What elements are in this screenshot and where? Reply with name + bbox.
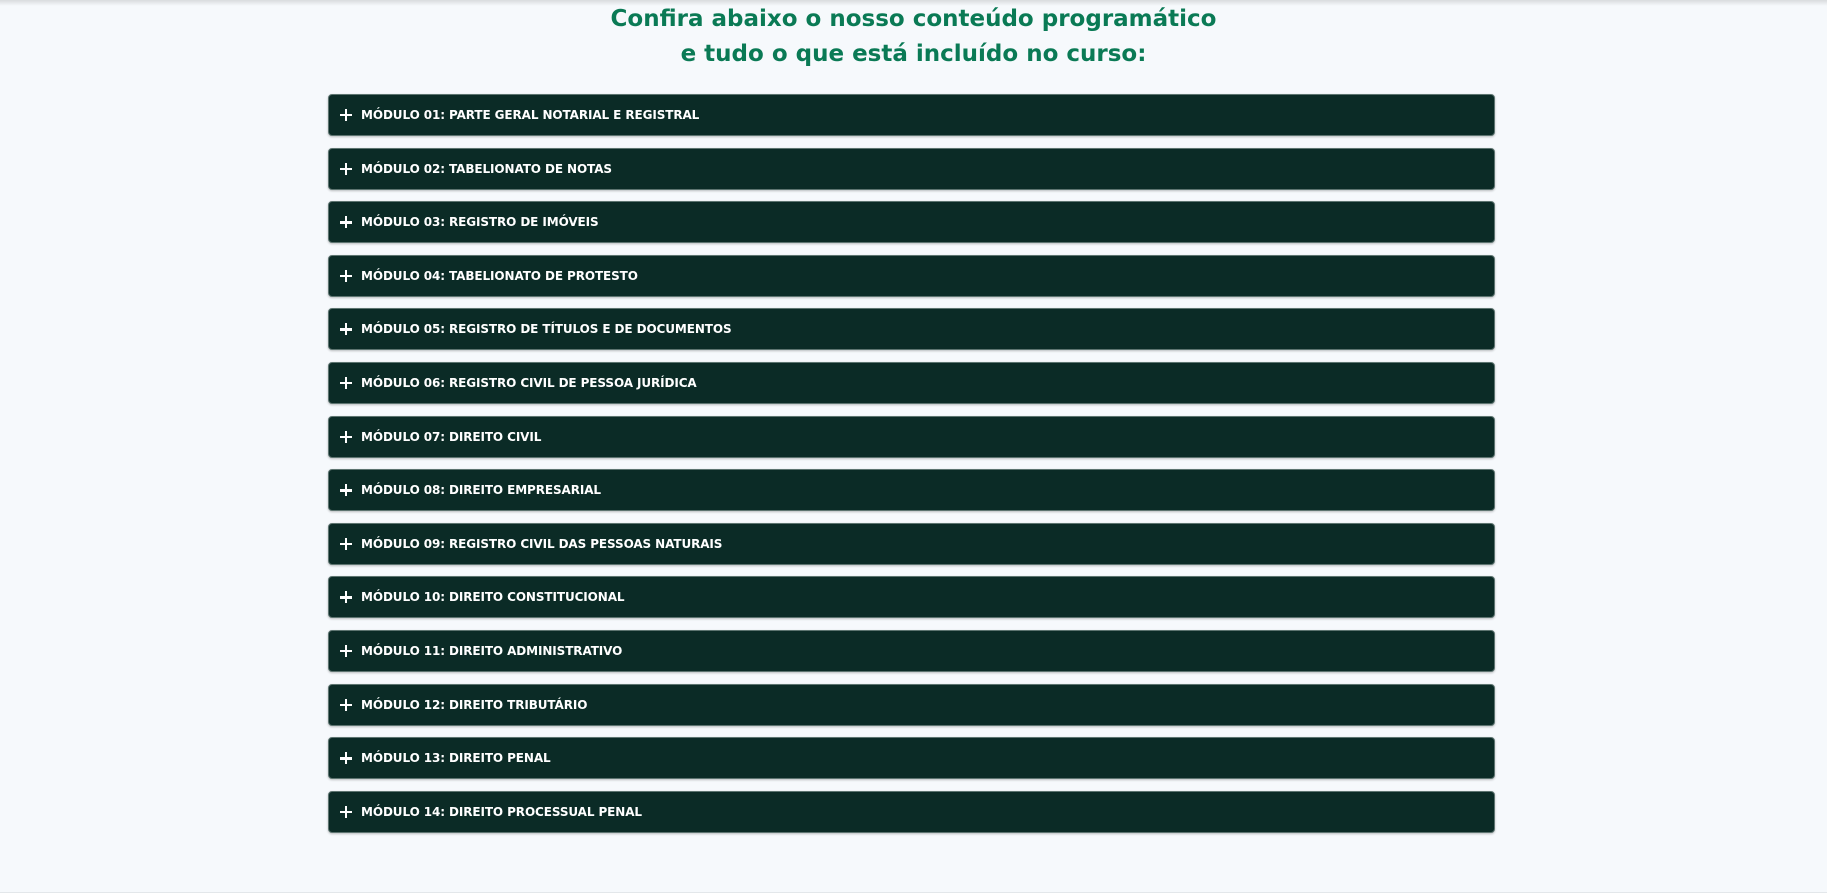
accordion-item-modulo-06[interactable] (328, 362, 1495, 404)
modules-accordion (328, 94, 1495, 833)
accordion-item-modulo-13[interactable] (328, 737, 1495, 779)
accordion-item-modulo-07[interactable] (328, 416, 1495, 458)
accordion-item-modulo-01[interactable] (328, 94, 1495, 136)
accordion-item-modulo-08[interactable] (328, 469, 1495, 511)
accordion-item-modulo-12[interactable] (328, 684, 1495, 726)
accordion-item-label: MÓDULO 12: DIREITO TRIBUTÁRIO (361, 697, 588, 712)
plus-icon (340, 216, 352, 228)
accordion-item-modulo-03[interactable] (328, 201, 1495, 243)
heading-line-2: e tudo o que está incluído no curso: (680, 41, 1147, 67)
plus-icon (340, 109, 352, 121)
accordion-item-modulo-14[interactable] (328, 791, 1495, 833)
accordion-item-label: MÓDULO 10: DIREITO CONSTITUCIONAL (361, 590, 625, 605)
accordion-item-modulo-04[interactable] (328, 255, 1495, 297)
accordion-item-modulo-02[interactable] (328, 148, 1495, 190)
accordion-item-modulo-11[interactable] (328, 630, 1495, 672)
accordion-item-label: MÓDULO 11: DIREITO ADMINISTRATIVO (361, 643, 623, 658)
plus-icon (340, 431, 352, 443)
accordion-item-label: MÓDULO 13: DIREITO PENAL (361, 751, 551, 766)
accordion-item-label: MÓDULO 05: REGISTRO DE TÍTULOS E DE DOCUMENTOS (361, 322, 732, 337)
plus-icon (340, 699, 352, 711)
plus-icon (340, 752, 352, 764)
accordion-item-label: MÓDULO 14: DIREITO PROCESSUAL PENAL (361, 804, 642, 819)
accordion-item-label: MÓDULO 04: TABELIONATO DE PROTESTO (361, 268, 638, 283)
accordion-item-modulo-10[interactable] (328, 576, 1495, 618)
accordion-item-label: MÓDULO 09: REGISTRO CIVIL DAS PESSOAS NATURAIS (361, 536, 723, 551)
accordion-item-label: MÓDULO 03: REGISTRO DE IMÓVEIS (361, 215, 599, 230)
plus-icon (340, 323, 352, 335)
plus-icon (340, 377, 352, 389)
plus-icon (340, 645, 352, 657)
accordion-item-label: MÓDULO 07: DIREITO CIVIL (361, 429, 542, 444)
accordion-item-modulo-09[interactable] (328, 523, 1495, 565)
plus-icon (340, 538, 352, 550)
accordion-item-modulo-05[interactable] (328, 308, 1495, 350)
plus-icon (340, 484, 352, 496)
section-heading (0, 2, 1827, 72)
accordion-item-label: MÓDULO 02: TABELIONATO DE NOTAS (361, 161, 612, 176)
accordion-item-label: MÓDULO 01: PARTE GERAL NOTARIAL E REGISTRAL (361, 108, 700, 122)
accordion-item-label: MÓDULO 06: REGISTRO CIVIL DE PESSOA JURÍDICA (361, 375, 697, 390)
plus-icon (340, 163, 352, 175)
plus-icon (340, 591, 352, 603)
accordion-item-label: MÓDULO 08: DIREITO EMPRESARIAL (361, 483, 601, 498)
plus-icon (340, 270, 352, 282)
plus-icon (340, 806, 352, 818)
heading-line-1: Confira abaixo o nosso conteúdo programático (610, 6, 1217, 32)
